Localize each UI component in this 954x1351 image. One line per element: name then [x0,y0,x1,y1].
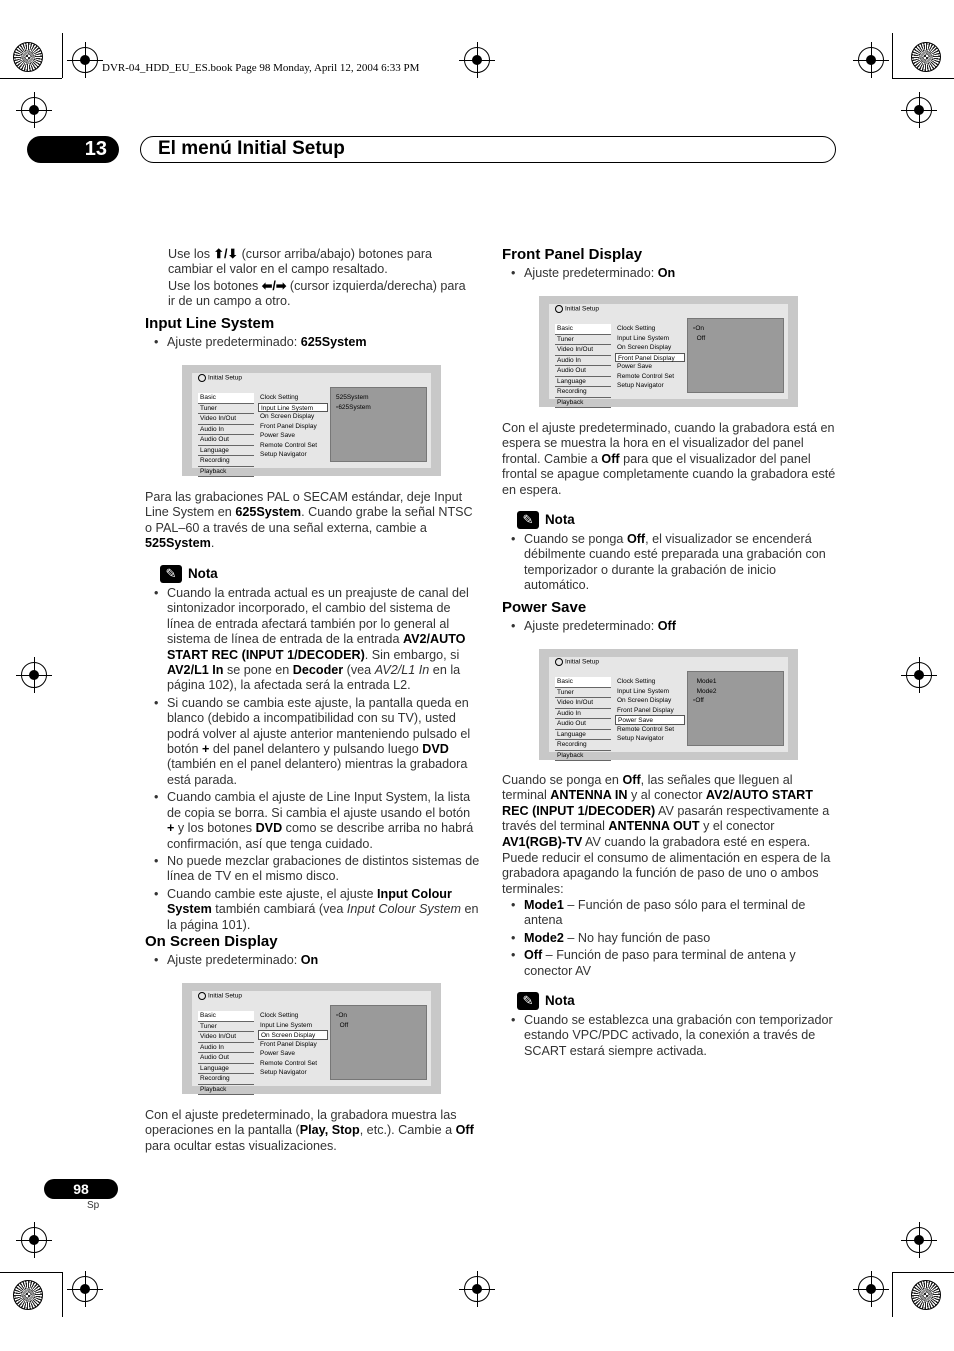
left-right-arrow-icon: ⬅/➡ [261,279,287,293]
crop-mark [892,1272,893,1317]
heading-on-screen-display: On Screen Display [145,933,278,950]
power-save-default: • Ajuste predeterminado: Off [502,619,837,634]
note-pencil-icon: ✎ [160,565,182,583]
registration-target-icon [858,1276,884,1302]
registration-target-icon [21,1227,47,1253]
menu-screenshot-input-line-system: Initial Setup Basic Tuner Video In/Out Audio In Audio Out Language Recording Playback Clock Setting Input Line System On Screen Display Front Panel Display Power Save Remote Control Set Setup Navigator 525System ▫625System [182,365,441,476]
power-save-body-2: Puede reducir el consumo de alimentación en espera de la grabadora apagando la función de paso de uno o ambos terminales: [502,851,831,896]
setup-icon [198,992,206,1000]
menu-screenshot-front-panel-display: Initial Setup Basic Tuner Video In/Out Audio In Audio Out Language Recording Playback Clock Setting Input Line System On Screen Display Front Panel Display Power Save Remote Control Set Setup Navigator ▫On Off [539,296,798,407]
chapter-title: El menú Initial Setup [158,138,345,159]
intro-line-2: Use los botones ⬅/➡ (cursor izquierda/derecha) para ir de un campo a otro. [168,279,466,309]
setup-icon [555,305,563,313]
input-line-system-notes: • Cuando la entrada actual es un preajuste de canal del sintonizador incorporado, el cambio del sistema de línea de entrada afectará también por lo general al sistema de línea de entrada de la entrada AV2/AUTO START REC (INPUT 1/DECODER). Sin embargo, si AV2/L1 In se pone en Decoder (vea AV2/L1 In en la página 102), la afectada será la entrada L2. • Si cuando se cambia este ajuste, la pantalla queda en blanco (debido a incompatibilidad con su TV), usted podrá volver al ajuste anterior manteniendo pulsado el botón + del panel delantero y pulsando luego DVD (también en el panel delantero) mientras la grabadora está parada. • Cuando cambia el ajuste de Line Input System, la lista de copia se borra. Si cambia el ajuste usando el botón + y los botones DVD como se describe arriba no habrá confirmación, así que tenga cuidado. • No puede mezclar grabaciones de distintos sistemas de línea de TV en el mismo disco. • Cuando cambie este ajuste, el ajuste Input Colour System también cambiará (vea Input Colour System en la página 101). [145,586,480,933]
registration-target-icon [464,1276,490,1302]
note-pencil-icon: ✎ [517,511,539,529]
page-number: 98 [44,1179,118,1199]
registration-target-icon [21,662,47,688]
registration-burst-icon [911,1280,941,1310]
page-language: Sp [87,1200,100,1211]
heading-input-line-system: Input Line System [145,315,275,332]
print-header: DVR-04_HDD_EU_ES.book Page 98 Monday, April 12, 2004 6:33 PM [102,62,420,74]
on-screen-display-default: • Ajuste predeterminado: On [145,953,480,968]
note-heading-1: ✎ Nota [160,565,218,583]
crop-mark [892,1272,954,1273]
menu-screenshot-on-screen-display: Initial Setup Basic Tuner Video In/Out Audio In Audio Out Language Recording Playback Clock Setting Input Line System On Screen Display Front Panel Display Power Save Remote Control Set Setup Navigator ▫On Off [182,983,441,1094]
registration-burst-icon [13,1280,43,1310]
registration-burst-icon [13,42,43,72]
on-screen-display-body: Con el ajuste predeterminado, la grabadora muestra las operaciones en la pantalla (Play, Stop, etc.). Cambie a Off para ocultar estas visualizaciones. [145,1108,474,1153]
crop-mark [62,1272,63,1317]
power-save-body-1: Cuando se ponga en Off, las señales que lleguen al terminal ANTENNA IN y al conector AV2/AUTO START REC (INPUT 1/DECODER) AV pasarán respectivamente a través del terminal ANTENNA OUT y el conector AV1(RGB)-TV AV cuando la grabadora esté en espera. [502,773,830,849]
heading-front-panel-display: Front Panel Display [502,246,643,263]
registration-target-icon [72,1276,98,1302]
registration-target-icon [21,97,47,123]
note-heading-3: ✎ Nota [517,992,575,1010]
registration-target-icon [906,97,932,123]
power-save-modes: • Mode1 – Función de paso sólo para el terminal de antena • Mode2 – No hay función de paso • Off – Función de paso para terminal de antena y conector AV [502,898,837,979]
crop-mark [892,78,954,79]
up-down-arrow-icon: ⬆/⬇ [213,247,239,261]
front-panel-display-default: • Ajuste predeterminado: On [502,266,837,281]
input-line-system-body: Para las grabaciones PAL o SECAM estándar, deje Input Line System en 625System. Cuando grabe la señal NTSC o PAL–60 a través de una señal externa, cambie a 525System. [145,490,473,551]
setup-icon [555,658,563,666]
heading-power-save: Power Save [502,599,587,616]
note-pencil-icon: ✎ [517,992,539,1010]
setup-icon [198,374,206,382]
registration-target-icon [906,662,932,688]
note-heading-2: ✎ Nota [517,511,575,529]
crop-mark [0,1272,62,1273]
registration-target-icon [858,47,884,73]
crop-mark [62,33,63,78]
front-panel-display-note: • Cuando se ponga Off, el visualizador se encenderá débilmente cuando esté preparada una grabación con temporizador o durante la grabación de inicio automático. [502,532,837,594]
intro-line-1: Use los ⬆/⬇ (cursor arriba/abajo) botones para cambiar el valor en el campo resaltado. [168,247,433,277]
registration-target-icon [464,47,490,73]
crop-mark [892,33,893,78]
registration-target-icon [72,47,98,73]
front-panel-display-body: Con el ajuste predeterminado, cuando la grabadora está en espera se muestra la hora en el visualizador del panel frontal. Cambie a Off para que el visualizador del panel frontal se apague completamente cuando la grabadora esté en espera. [502,421,836,497]
input-line-system-default: • Ajuste predeterminado: 625System [145,335,480,350]
crop-mark [0,78,62,79]
chapter-number: 13 [27,136,119,163]
registration-target-icon [906,1227,932,1253]
power-save-note: • Cuando se establezca una grabación con temporizador estando VPC/PDC activado, la conexión a través de SCART estará siempre activada. [502,1013,842,1059]
menu-screenshot-power-save: Initial Setup Basic Tuner Video In/Out Audio In Audio Out Language Recording Playback Clock Setting Input Line System On Screen Display Front Panel Display Power Save Remote Control Set Setup Navigator Mode1 Mode2 ▫Off [539,649,798,760]
registration-burst-icon [911,42,941,72]
